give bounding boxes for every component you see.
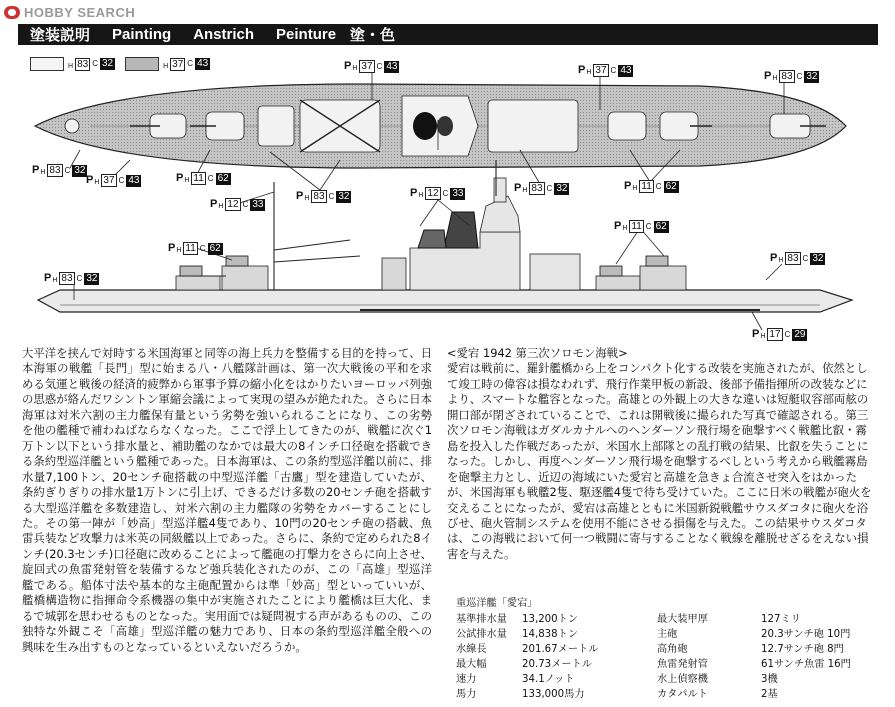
header-title-jp: 塗装説明	[30, 27, 91, 44]
header-title-de: Anstrich	[193, 26, 255, 43]
spec-key: 基準排水量	[456, 614, 507, 625]
spec-value: 3機	[761, 674, 778, 685]
callout-dark-1: P H 12 C 33	[410, 187, 464, 199]
callout-green-2: P H 11 C 62	[624, 180, 677, 192]
callout-white-6: P H 83 C 32	[44, 272, 98, 284]
callout-white-1: P H 83 C 32	[764, 70, 818, 82]
spec-key: 高角砲	[657, 644, 688, 655]
callout-white-2: P H 83 C 32	[32, 164, 86, 176]
spec-key: 水線長	[456, 644, 487, 655]
spec-value: 201.67メートル	[522, 644, 599, 655]
callout-white-3: P H 83 C 32	[296, 190, 350, 202]
spec-key: 馬力	[456, 689, 477, 700]
spec-value: 14,838トン	[522, 629, 579, 640]
spec-row	[456, 655, 859, 670]
history-text: 大平洋を挟んで対時する米国海軍と同等の海上兵力を整備する目的を持って、日本海軍の戦艦「長門」型に始まる八・八艦隊計画は、第一次大戦後の平和を求める気運と戦後の経済的疲弊から軍事予算の縮小化をはかりたいヨーロッパ列強の思惑が絡んだワシントン軍縮会議によって実現の望みが絶たれた。さらに日本海軍は対米六割の主力艦保有量という劣勢を強いられることになり、この劣勢を他の艦種で補わねばならなくなった。ここで浮上してきたのが、戦艦に次ぐ1万トン以下という排水量と、補助艦のなかでは最大の8インチ口径砲を搭載できる条約型巡洋艦という艦種であった。日本海軍は、この条約型巡洋艦以前に、排水量7,100トン、20センチ砲搭載の中型巡洋艦「古鷹」型を建造していたが、条約ぎりぎりの排水量1万トンに引上げ、できるだけ多数の20センチ砲を搭載する大型巡洋艦を多数建造し、対米六割の主力艦隊の劣勢をカバーすることにした。その第一陣が「妙高」型巡洋艦4隻であり、10門の20センチ砲の搭載、魚雷兵装など攻撃力は米英の同級艦以上であった。さらに、条約で定められた8インチ(20.3センチ)口径砲に改めることによって艦砲の打撃力をさらに向上させ、旋回式の魚雷発射管を装備するなど強兵装化されたのが、この「高雄」型巡洋艦である。船体寸法や基本的な主砲配置からは準「妙高」型といっていいが、艦橋構造物に指揮命令系機器の集中が実施されたことにより艦橋は巨大化、まるで城郭を思わせるものとなった。実用面では疑問視する声があるものの、この独特な外観こそ「高雄」型巡洋艦の魅力であり、日本の条約型巡洋艦全般への興味を生み出すものとなっているといえないだろうか。	[22, 346, 432, 654]
callout-dark-2: P H 12 C 33	[210, 198, 264, 210]
spec-key: カタパルト	[657, 689, 708, 700]
header-title-fr: Peinture	[276, 26, 337, 43]
callout-grey-2: P H 37 C 43	[578, 64, 632, 76]
callout-green-3: P H 11 C 62	[614, 220, 667, 232]
spec-value: 13,200トン	[522, 614, 579, 625]
atago-text-block	[447, 346, 872, 562]
ship-side-view	[38, 160, 852, 312]
callout-red-1: P H 17 C 29	[752, 328, 806, 340]
callout-grey-3: P H 37 C 43	[86, 174, 140, 186]
callout-green-1: P H 11 C 62	[176, 172, 229, 184]
spec-table	[456, 610, 859, 700]
header-title-jp2: 塗・色	[350, 27, 396, 44]
spec-key: 最大幅	[456, 659, 487, 670]
header-title-en: Painting	[112, 26, 172, 43]
spec-value: 20.3サンチ砲 10門	[761, 629, 851, 640]
spec-row	[456, 610, 859, 625]
spec-key: 公試排水量	[456, 629, 507, 640]
callout-white-4: P H 83 C 32	[514, 182, 568, 194]
ship-drawings	[0, 0, 895, 345]
ship-top-view	[35, 84, 846, 168]
spec-block	[456, 594, 859, 700]
atago-text: 愛宕は戦前に、羅針艦橋から上をコンパクト化する改装を実施されたが、依然として竣工時の偉容は損なわれず、飛行作業甲板の新設、後部予備指揮所の改装などにより、スマートな艦容となった。高雄との外観上の大きな違いは短艇収容部両舷の開口部が閉ざされていることで、これは開戦後に撮られた写真で確認される。第三次ソロモン海戦はガダルカナルへのヘンダーソン飛行場を砲撃すべく戦艦比叡・霧島を投入した作戦だあったが、米国水上部隊との乱打戦の結果、比叡を失うことになった。しかし、再度ヘンダーソン飛行場を砲撃するべしという考えから戦艦霧島を砲撃主力とし、近辺の海域にいた愛宕と高雄を急きょ合流させ突入をはかったが、米国海軍も戦艦2隻、駆逐艦4隻で待ち受けていた。ここに日米の戦艦が砲火を交えることになったが、愛宕は高雄とともに米国新鋭戦艦サウスダコタに砲火を浴びせ、砲火管制システムを使用不能にさせる損傷を与えた。この結果サウスダコタは、この海戦において何一つ戦闘に寄与することなく戦線を離脱せざるをえない損害を与えた。	[447, 361, 872, 561]
spec-row	[456, 640, 859, 655]
spec-key: 水上偵察機	[657, 674, 708, 685]
spec-value: 20.73メートル	[522, 659, 592, 670]
spec-row	[456, 670, 859, 685]
spec-value: 127ミリ	[761, 614, 801, 625]
spec-key: 最大装甲厚	[657, 614, 708, 625]
callout-grey-1: P H 37 C 43	[344, 60, 398, 72]
spec-value: 2基	[761, 689, 778, 700]
spec-value: 133,000馬力	[522, 689, 585, 700]
callout-green-4: P H 11 C 62	[168, 242, 221, 254]
atago-heading: <愛宕 1942 第三次ソロモン海戦>	[447, 346, 628, 360]
spec-key: 速力	[456, 674, 477, 685]
spec-title: 重巡洋艦「愛宕」	[456, 598, 538, 609]
paint-code-grey: H 37 C 43	[163, 58, 209, 70]
spec-key: 魚雷発射管	[657, 659, 708, 670]
spec-key: 主砲	[657, 629, 678, 640]
spec-value: 12.7サンチ砲 8門	[761, 644, 844, 655]
spec-value: 34.1ノット	[522, 674, 575, 685]
callout-white-5: P H 83 C 32	[770, 252, 824, 264]
spec-row	[456, 685, 859, 700]
spec-row	[456, 625, 859, 640]
paint-code-white: H 83 C 32	[68, 58, 114, 70]
watermark-text: HOBBY SEARCH	[24, 4, 136, 20]
spec-value: 61サンチ魚雷 16門	[761, 659, 851, 670]
